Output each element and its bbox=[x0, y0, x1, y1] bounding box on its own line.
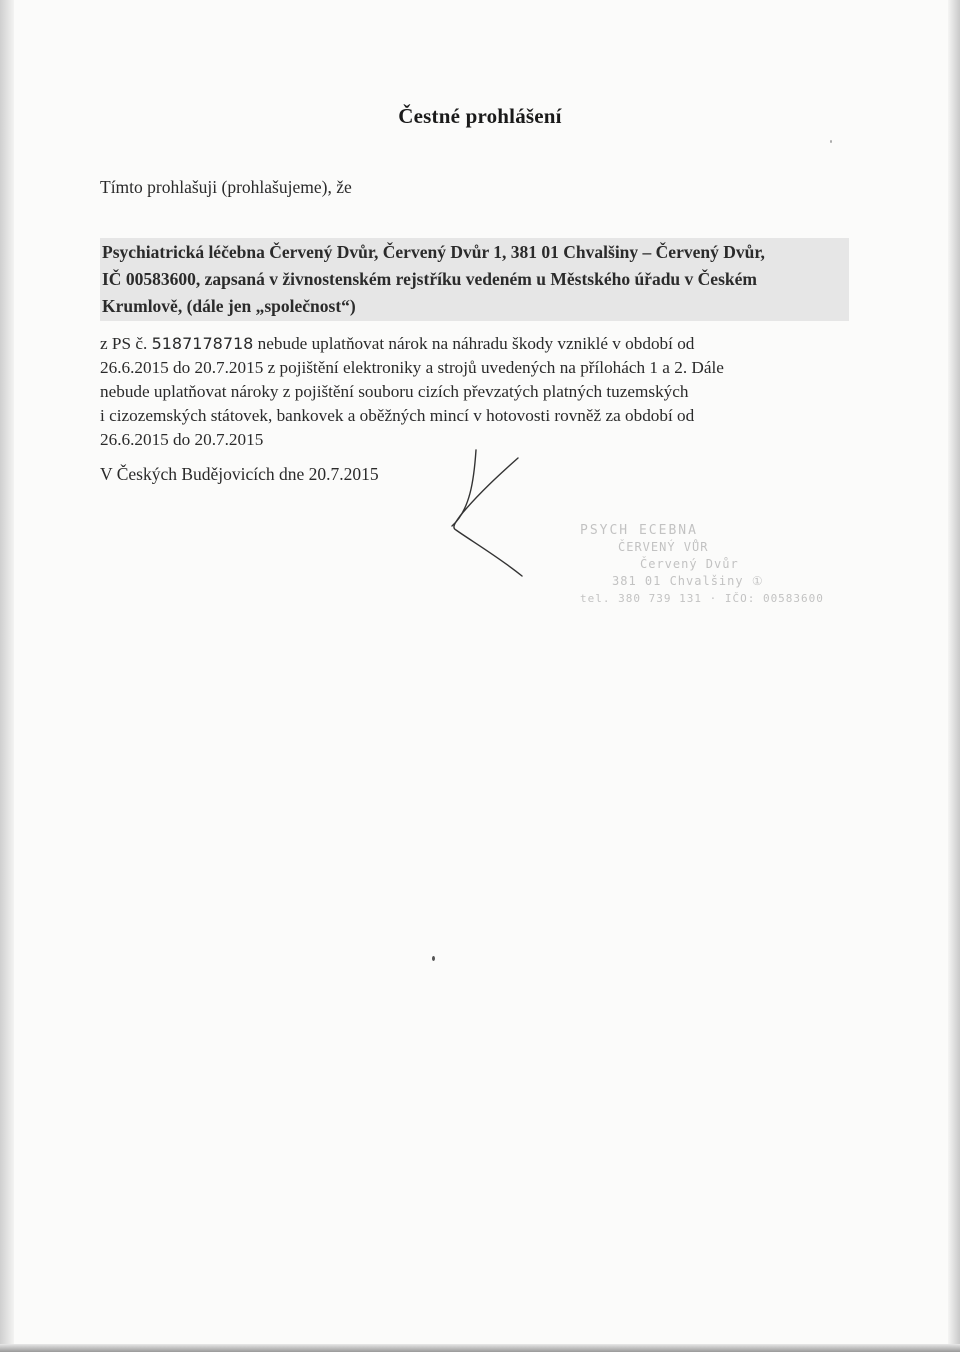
statement-line: i cizozemských státovek, bankovek a oběžných mincí v hotovosti rovněž za období od bbox=[100, 406, 695, 425]
place-and-date: V Českých Budějovicích dne 20.7.2015 bbox=[100, 464, 379, 484]
statement-line: 26.6.2015 do 20.7.2015 bbox=[100, 430, 264, 449]
stamp-line: 381 01 Chvalšiny ① bbox=[612, 574, 764, 588]
scan-speck bbox=[432, 956, 435, 961]
company-stamp bbox=[574, 522, 824, 622]
policy-prefix: z PS č. bbox=[100, 334, 148, 353]
policy-number: 5187178718 bbox=[151, 334, 254, 353]
document-title: Čestné prohlášení bbox=[398, 104, 562, 128]
statement-text: nebude uplatňovat nárok na náhradu škody vzniklé v období od bbox=[257, 334, 695, 353]
company-line: IČ 00583600, zapsaná v živnostenském rejstříku vedeném u Městského úřadu v Českém bbox=[102, 269, 757, 289]
statement-line: nebude uplatňovat nároky z pojištění souboru cizích převzatých platných tuzemských bbox=[100, 382, 689, 401]
stamp-line: PSYCH ECEBNA bbox=[580, 523, 698, 538]
handwritten-signature bbox=[430, 440, 540, 590]
scan-edge-bottom bbox=[0, 1344, 960, 1352]
stamp-line: ČERVENÝ VŮR bbox=[618, 540, 709, 554]
intro-text: Tímto prohlašuji (prohlašujeme), že bbox=[100, 177, 352, 197]
statement-line: 26.6.2015 do 20.7.2015 z pojištění elektroniky a strojů uvedených na přílohách 1 a 2. Dále bbox=[100, 358, 724, 377]
stamp-line: tel. 380 739 131 · IČO: 00583600 bbox=[580, 592, 824, 605]
scan-speck bbox=[830, 140, 832, 143]
company-line: Krumlově, (dále jen „společnost“) bbox=[102, 296, 356, 316]
stamp-line: Červený Dvůr bbox=[640, 557, 739, 571]
scan-edge-left bbox=[0, 0, 14, 1352]
company-line: Psychiatrická léčebna Červený Dvůr, Červený Dvůr 1, 381 01 Chvalšiny – Červený Dvůr, bbox=[102, 242, 765, 262]
statement-paragraph bbox=[100, 332, 820, 452]
statement-line bbox=[100, 332, 820, 356]
company-block bbox=[100, 238, 849, 321]
scan-edge-right bbox=[948, 0, 960, 1352]
